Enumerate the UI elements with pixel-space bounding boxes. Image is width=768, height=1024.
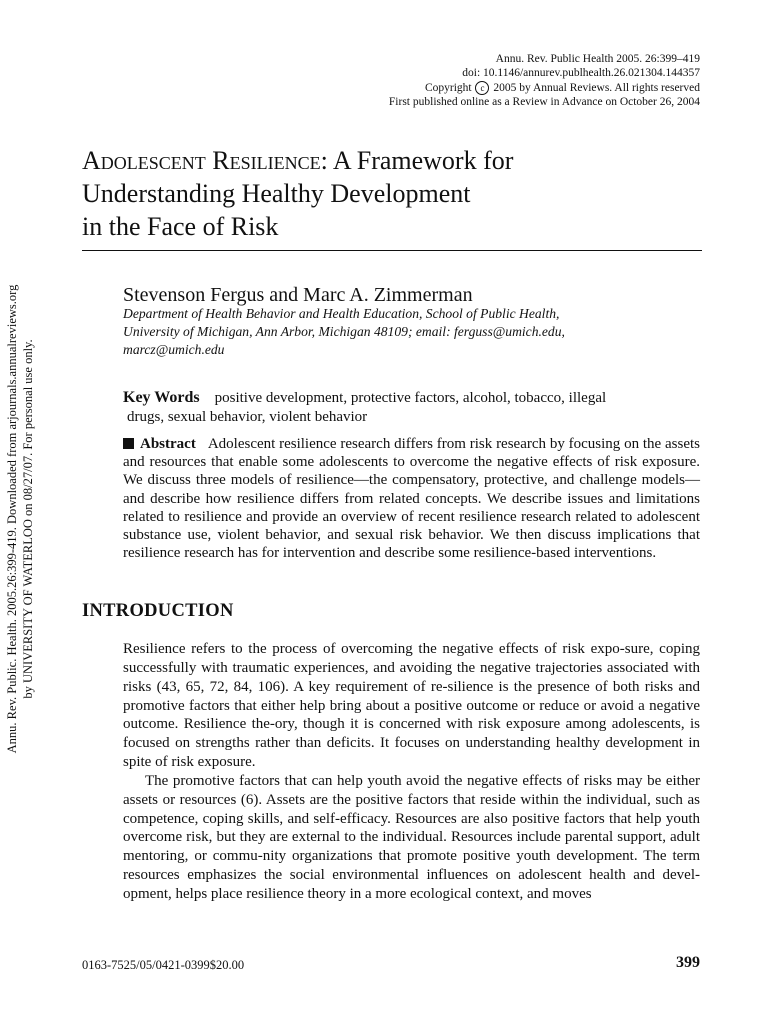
article-title bbox=[82, 144, 702, 243]
title-part-2: A Framework for bbox=[327, 146, 514, 175]
abstract-block bbox=[123, 435, 700, 562]
published-line: First published online as a Review in Advance on October 26, 2004 bbox=[388, 95, 700, 108]
copyright-prefix: Copyright bbox=[424, 81, 472, 94]
issn-footer: 0163-7525/05/0421-0399$20.00 bbox=[82, 958, 245, 972]
keywords-line-2: drugs, sexual behavior, violent behavior bbox=[127, 409, 368, 425]
affiliation-line-3: marcz@umich.edu bbox=[123, 342, 225, 357]
copyright-text: 2005 by Annual Reviews. All rights reserved bbox=[493, 81, 700, 94]
affiliation-line-1: Department of Health Behavior and Health Education, School of Public Health, bbox=[123, 306, 560, 321]
abstract-text: Adolescent resilience research differs from risk research by focusing on the assets and resources that enable some adolescents to overcome the negative effects of risk exposure. We discuss three models of resilience—the compensatory, protective, and challenge models—and describe how resilience differs from related concepts. We describe issues and limitations related to resilience and provide an overview of recent resilience research related to adolescent substance use, violent behavior, and sexual risk behavior. We then discuss implications that resilience research has for intervention and describe some resilience-based interventions. bbox=[123, 436, 700, 562]
watermark-line-2: by UNIVERSITY OF WATERLOO on 08/27/07. For personal use only. bbox=[21, 339, 35, 699]
paragraph: Resilience refers to the process of overcoming the negative effects of risk expo-sure, coping successfully with traumatic experiences, and avoiding the negative trajectories associated with risks (43, 65, 72, 84, 106). A key requirement of re-silience is the presence of both risks and promotive factors that either help bring about a positive outcome or reduce or avoid a negative outcome. Resilience the-ory, though it is concerned with risk exposure among adolescents, is focused on strengths rather than deficits. It focuses on understanding healthy development in spite of risk exposure. bbox=[123, 641, 700, 771]
square-bullet-icon bbox=[123, 438, 134, 449]
title-divider bbox=[82, 250, 702, 251]
copyright-line bbox=[389, 81, 700, 95]
affiliation-line-2: University of Michigan, Ann Arbor, Michigan 48109; email: ferguss@umich.edu, bbox=[123, 324, 565, 339]
title-line-2: Understanding Healthy Development bbox=[82, 179, 471, 208]
keywords-line-1: positive development, protective factors, alcohol, tobacco, illegal bbox=[214, 390, 607, 406]
download-watermark bbox=[4, 268, 40, 770]
paragraph: The promotive factors that can help youth avoid the negative effects of risks may be either assets or resources (6). Assets are the positive factors that reside within the individual, such as competence, coping skills, and self-efficacy. Resources are also positive factors that help youth overcome risk, but they are external to the individual. Resources include parental support, adult mentoring, or commu-nity organizations that promote positive youth development. The term resources emphasizes the social environmental influences on adolescent health and devel-opment, helps place resilience theory in a more ecological context, and moves bbox=[123, 772, 700, 902]
author-names: Stevenson Fergus and Marc A. Zimmerman bbox=[123, 284, 473, 306]
journal-citation: Annu. Rev. Public Health 2005. 26:399–419 bbox=[495, 53, 700, 65]
citation-header bbox=[389, 52, 700, 109]
abstract-label: Abstract bbox=[140, 436, 196, 452]
introduction-body bbox=[123, 640, 700, 904]
author-affiliation bbox=[123, 305, 683, 359]
section-heading: INTRODUCTION bbox=[82, 601, 234, 621]
copyright-icon: c bbox=[475, 81, 489, 95]
watermark-line-1: Annu. Rev. Public. Health. 2005.26:399-419. Downloaded from arjournals.annualreviews.org bbox=[5, 284, 19, 754]
title-smallcaps: Adolescent Resilience: bbox=[82, 146, 328, 175]
doi-line: doi: 10.1146/annurev.publhealth.26.021304.144357 bbox=[462, 67, 700, 80]
page-number: 399 bbox=[676, 954, 700, 971]
title-line-3: in the Face of Risk bbox=[82, 212, 279, 241]
keywords-block bbox=[123, 388, 683, 427]
keywords-label: Key Words bbox=[123, 389, 200, 406]
